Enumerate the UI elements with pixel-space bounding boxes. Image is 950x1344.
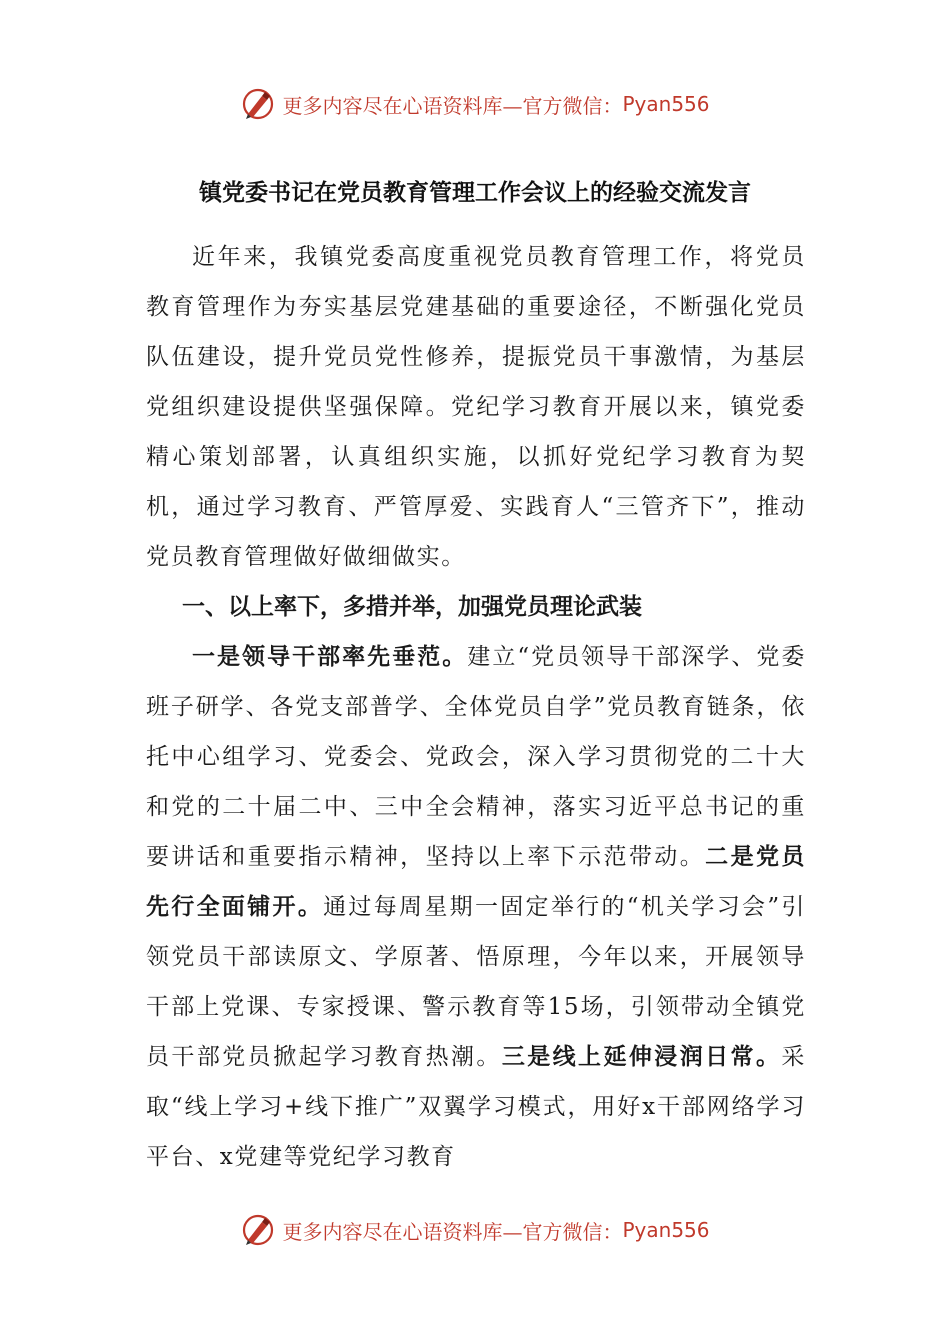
section-heading-1: 一、以上率下，多措并举，加强党员理论武装 <box>182 594 642 620</box>
watermark-header <box>0 84 950 124</box>
intro-paragraph: 近年来，我镇党委高度重视党员教育管理工作，将党员教育管理作为夯实基层党建基础的重要途径，不断强化党员队伍建设，提升党员党性修养，提振党员干事激情，为基层党组织建设提供坚强保障。党纪学习教育开展以来，镇党委精心策划部署，认真组织实施，以抓好党纪学习教育为契机，通过学习教育、严管厚爱、实践育人“三管齐下”，推动党员教育管理做好做细做实。 <box>146 244 806 570</box>
lead-point-2: 二是党员先行全面铺开。 <box>146 844 807 920</box>
watermark-text: 更多内容尽在心语资料库—官方微信： <box>282 1219 623 1244</box>
section-1-paragraph <box>146 632 806 1182</box>
watermark-text: 更多内容尽在心语资料库—官方微信： <box>282 93 623 118</box>
watermark-wechat-id: Pyan556 <box>622 1218 710 1242</box>
watermark-wechat-id: Pyan556 <box>622 92 710 116</box>
pen-logo-icon <box>240 86 276 122</box>
point-2-text: 通过每周星期一固定举行的“机关学习会”引领党员干部读原文、学原著、悟原理，今年以来，开展领导干部上党课、专家授课、警示教育等15场，引领带动全镇党员干部党员掀起学习教育热潮。 <box>146 894 806 1070</box>
document-title: 镇党委书记在党员教育管理工作会议上的经验交流发言 <box>199 180 751 206</box>
lead-point-3: 三是线上延伸浸润日常。 <box>501 1044 782 1070</box>
lead-point-1: 一是领导干部率先垂范。 <box>192 644 468 670</box>
watermark-footer <box>0 1210 950 1250</box>
point-1-text: 建立“党员领导干部深学、党委班子研学、各党支部普学、全体党员自学”党员教育链条，依托中心组学习、党委会、党政会，深入学习贯彻党的二十大和党的二十届二中、三中全会精神，落实习近平总书记的重要讲话和重要指示精神，坚持以上率下示范带动。 <box>146 644 806 870</box>
document-body <box>146 232 806 1182</box>
pen-logo-icon <box>240 1212 276 1248</box>
point-3-text: 采取“线上学习+线下推广”双翼学习模式，用好x干部网络学习平台、x党建等党纪学习教育 <box>146 1044 806 1170</box>
